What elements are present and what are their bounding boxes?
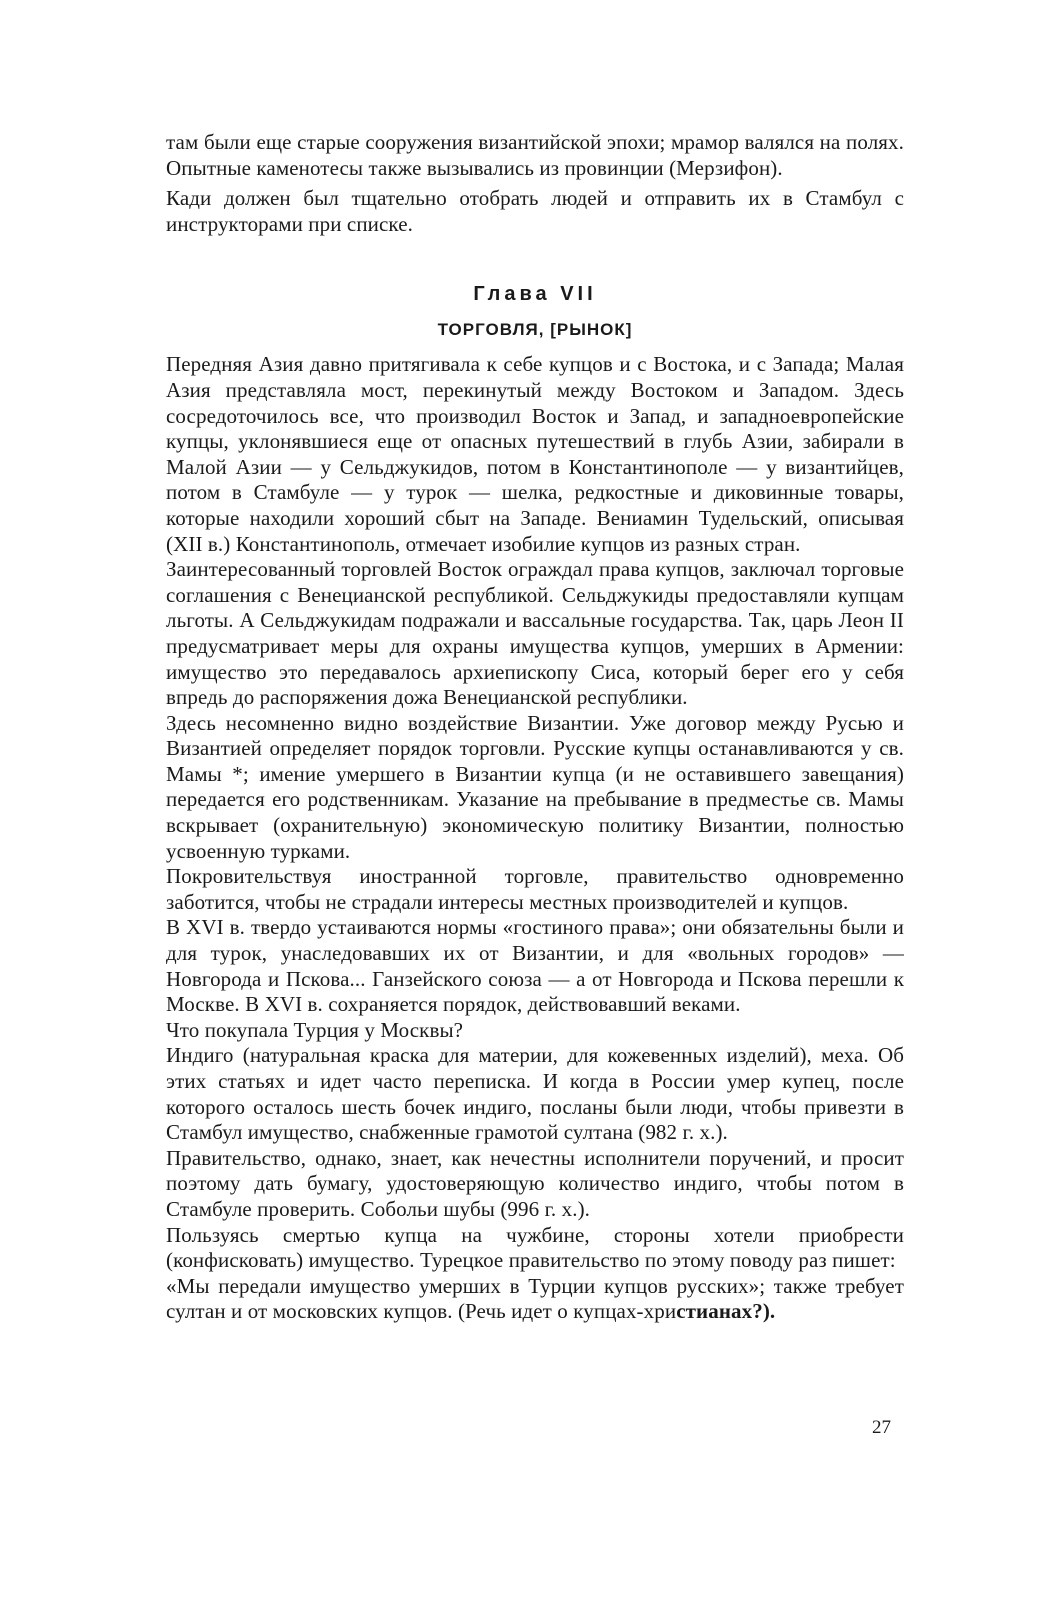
final-paragraph-tail: стианах?). <box>676 1299 776 1324</box>
final-paragraph <box>166 1274 904 1325</box>
page-body <box>166 130 904 1325</box>
paragraph-3: Здесь несомненно видно воздействие Византии. Уже договор между Русью и Византией определяет порядок торговли. Русские купцы останавливаются у св. Мамы *; имение умершего в Византии купца (и не оставившего завещания) передается его родственникам. Указание на пребывание в предместье св. Мамы вскрывает (охранительную) экономическую политику Византии, полностью усвоенную турками. <box>166 710 904 863</box>
paragraph-4: Покровительствуя иностранной торговле, правительство одновременно заботится, чтобы не страдали интересы местных производителей и купцов. <box>166 864 904 914</box>
opening-paragraph-1: там были еще старые сооружения византийской эпохи; мрамор валялся на полях. Опытные каменотесы также вызывались из провинции (Мерзифон). <box>166 130 904 180</box>
paragraph-5: В XVI в. твердо устаиваются нормы «гостиного права»; они обязательны были и для турок, унаследовавших их от Византии, и для «вольных городов» — Новгорода и Пскова... Ганзейского союза — а от Новгорода и Пскова перешли к Москве. В XVI в. сохраняется порядок, действовавший веками. <box>166 915 904 1017</box>
paragraph-8: Правительство, однако, знает, как нечестны исполнители поручений, и просит поэтому дать бумагу, удостоверяющую количество индиго, чтобы потом в Стамбуле проверить. Собольи шубы (996 г. х.). <box>166 1145 904 1221</box>
chapter-subtitle: ТОРГОВЛЯ, [РЫНОК] <box>437 320 633 340</box>
paragraph-2: Заинтересованный торговлей Восток ограждал права купцов, заключал торговые соглашения с Венецианской республикой. Сельджукиды предоставляли купцам льготы. А Сельджукидам подражали и вассальные государства. Так, царь Леон II предусматривает меры для охраны имущества купцов, умерших в Армении: имущество это передавалось архиепископу Сиса, который берег его у себя впредь до распоряжения дожа Венецианской республики. <box>166 557 904 710</box>
paragraph-6: Что покупала Турция у Москвы? <box>166 1017 464 1042</box>
chapter-title: Глава VII <box>473 283 597 306</box>
paragraph-1: Передняя Азия давно притягивала к себе купцов и с Востока, и с Запада; Малая Азия представляла мост, перекинутый между Востоком и Западом. Здесь сосредоточилось все, что производил Восток и Запад, и западноевропейские купцы, уклонявшиеся еще от опасных путешествий в глубь Азии, забирали в Малой Азии — у Сельджукидов, потом в Константинополе — у византийцев, потом в Стамбуле — у турок — шелка, редкостные и диковинные товары, которые находили хороший сбыт на Западе. Вениамин Тудельский, описывая (XII в.) Константинополь, отмечает изобилие купцов из разных стран. <box>166 352 904 556</box>
page-number: 27 <box>872 1417 891 1438</box>
paragraph-9: Пользуясь смертью купца на чужбине, стороны хотели приобрести (конфисковать) имущество. Турецкое правительство по этому поводу раз пишет: <box>166 1222 904 1273</box>
opening-paragraph-2: Кади должен был тщательно отобрать людей и отправить их в Стамбул с инструкторами при списке. <box>166 186 904 236</box>
final-paragraph-text: «Мы передали имущество умерших в Турции купцов русских»; также требует султан и от московских купцов. (Речь идет о купцах-хри <box>166 1273 904 1324</box>
paragraph-7: Индиго (натуральная краска для материи, для кожевенных изделий), меха. Об этих статьях и идет часто переписка. И когда в России умер купец, после которого осталось шесть бочек индиго, посланы были люди, чтобы привезти в Стамбул имущество, снабженные грамотой султана (982 г. х.). <box>166 1043 904 1145</box>
